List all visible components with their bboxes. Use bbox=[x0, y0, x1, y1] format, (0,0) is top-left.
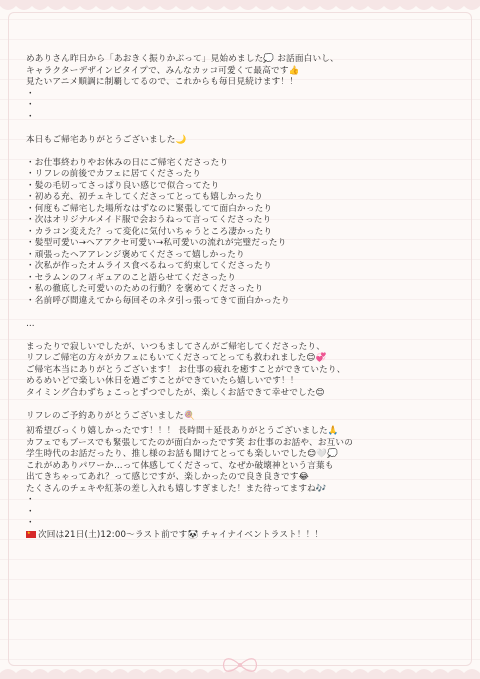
dot-separator: ・ bbox=[26, 88, 35, 99]
bullet-item: ・次私が作ったオムライス食べるねって約束してくださったり bbox=[26, 261, 272, 271]
dot-separator: ・ bbox=[26, 495, 35, 505]
bullet-item: ・何度もご帰宅した場所なはずなのに緊張してて面白かったり bbox=[26, 203, 273, 214]
bullet-item: ・頑張ったヘアアレンジ褒めてくださって嬉しかったり bbox=[26, 249, 245, 260]
footer-text: 次回は21日(土)12:00〜ラスト前です🐼 チャイナイベントラスト！！！ bbox=[38, 529, 324, 540]
paragraph-line: まったりで寂しいでしたが、いつもましてさんがご帰宅してくださったり、 bbox=[26, 341, 325, 352]
bullet-item: ・髪の毛切ってさっぱり良い感じで似合ってたり bbox=[26, 180, 220, 191]
footer-line bbox=[26, 530, 456, 542]
bullet-item: ・名前呼び間違えてから毎回そのネタ引っ張ってきて面白かったり bbox=[26, 295, 290, 306]
paragraph-line: 学生時代のお話だったり、推し様のお話も聞けてとっても楽しいでした😊🤍💭 bbox=[26, 449, 339, 459]
bullet-item: ・リフレの前後でカフェに居てくださったり bbox=[26, 169, 202, 179]
ribbon-bow-icon bbox=[222, 656, 258, 674]
ellipsis: … bbox=[26, 318, 35, 329]
paragraph-line: ご帰宅本当にありがとうございます！ お仕事の疲れを癒すことができていたり、 bbox=[26, 364, 346, 375]
paragraph-line: タイミング合わずちょこっとずつでしたが、楽しくお話できて幸せでした😊 bbox=[26, 387, 325, 398]
dot-separator: ・ bbox=[26, 518, 35, 528]
dot-separator: ・ bbox=[26, 100, 35, 110]
post-body bbox=[26, 54, 456, 541]
thanks-heading: 本日もご帰宅ありがとうございました🌙 bbox=[26, 134, 187, 145]
bullet-item: ・セラムンのフィギュアのこと語らせてくださったり bbox=[26, 272, 237, 283]
paragraph-line: 初希望びっくり嬉しかったです！！！ 長時間＋延長ありがとうございました🙏 bbox=[26, 426, 339, 436]
paragraph-line: めるめいどで楽しい休日を過ごすことができていたら嬉しいです！！ bbox=[26, 376, 299, 386]
paragraph-line: めありさん昨日から「あおきく振りかぶって」見始めました💭 お話面白いし、 bbox=[26, 54, 339, 64]
china-flag-icon bbox=[26, 531, 36, 538]
paragraph-line: キャラクターデザインビタイプで、みんなカッコ可愛くて最高です👍 bbox=[26, 65, 300, 76]
paragraph-line: リフレご帰宅の方々がカフェにもいてくださってとっても救われました😊💞 bbox=[26, 353, 327, 363]
refle-heading: リフレのご予約ありがとうございました🍭 bbox=[26, 410, 195, 421]
paragraph-line: カフェでもブースでも緊張してたのが面白かったです笑 お仕事のお話や、お互いの bbox=[26, 437, 354, 448]
bullet-item: ・次はオリジナルメイド服で会おうねって言ってくださったり bbox=[26, 215, 272, 225]
bullet-item: ・私の徹底した可愛いのための行動？を褒めてくださったり bbox=[26, 284, 264, 294]
paragraph-line: これがめありパワーか…って体感してくださって、なぜか破壊神という言葉も bbox=[26, 460, 334, 471]
bullet-item: ・カラコン変えた？って変化に気付いちゃうところ凄かったり bbox=[26, 226, 273, 237]
bullet-item: ・初める充、初チェキしてくださってとっても嬉しかったり bbox=[26, 192, 264, 202]
paragraph-line: 出てきちゃってあれ？って感じですが、楽しかったので良き良きです😂 bbox=[26, 472, 309, 482]
paragraph-line: たくさんのチェキや紅茶の差し入れも嬉しすぎました！また待ってますね🎶 bbox=[26, 483, 327, 494]
dot-separator: ・ bbox=[26, 506, 35, 517]
dot-separator: ・ bbox=[26, 111, 35, 122]
bullet-item: ・お仕事終わりやお休みの日にご帰宅くださったり bbox=[26, 157, 229, 168]
bullet-item: ・髪型可愛い→ヘアアクセ可愛い→私可愛いの流れが完璧だったり bbox=[26, 238, 287, 248]
paragraph-line: 見たいアニメ順調に制覇してるので、これからも毎日見続けます！！ bbox=[26, 77, 299, 87]
